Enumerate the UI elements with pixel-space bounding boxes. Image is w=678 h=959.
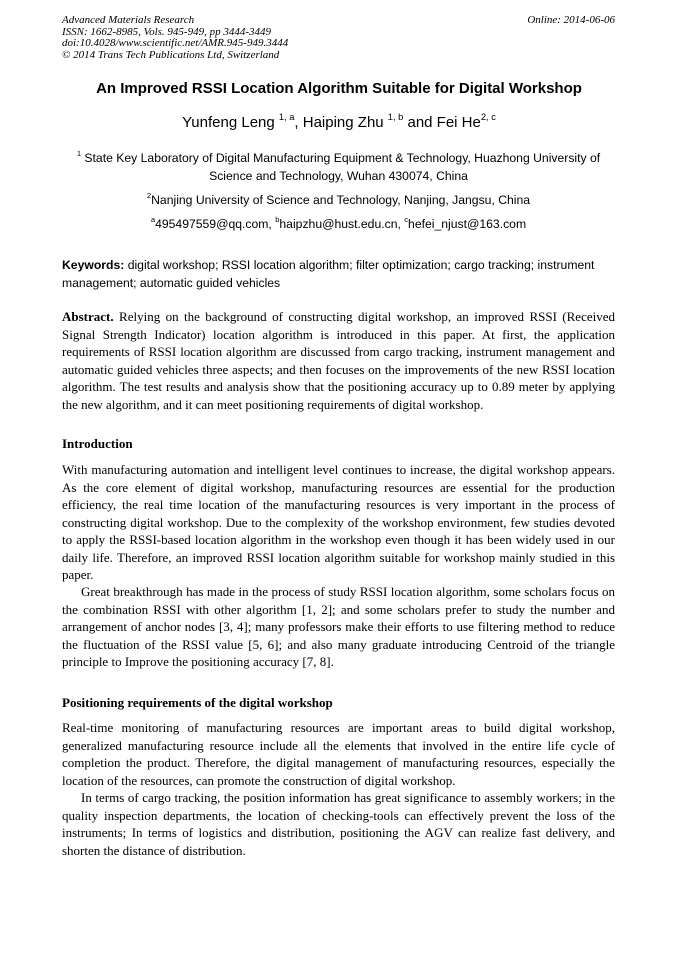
copyright-line: © 2014 Trans Tech Publications Ltd, Switzerland (62, 48, 280, 61)
online-date: Online: 2014-06-06 (527, 14, 615, 26)
email-sup: c (404, 214, 409, 224)
email-sup: b (275, 214, 280, 224)
email-text: haipzhu@hust.edu.cn, (279, 217, 405, 231)
author-sup: 2, c (480, 111, 496, 122)
abstract (62, 308, 615, 413)
abstract-label: Abstract. (62, 309, 114, 324)
email-text: hefei_njust@163.com (408, 217, 527, 231)
affiliation-sup: 2 (146, 190, 152, 200)
email-text: 495497559@qq.com, (155, 217, 276, 231)
journal-header (62, 15, 288, 61)
keywords-label: Keywords: (62, 258, 125, 272)
affiliation-sup: 1 (76, 148, 82, 158)
keywords (62, 257, 615, 292)
affiliation-text: Nanjing University of Science and Technology, Nanjing, Jangsu, China (151, 193, 531, 207)
intro-paragraph-1: With manufacturing automation and intelligent level continues to increase, the digital workshop appears. As the core element of digital workshop, manufacturing resources are essential for the production efficiency, the real time location of the manufacturing resources is very important in the process of constructing digital workshop. Due to the complexity of the workshop environment, few studies devoted to apply the RSSI-based location algorithm in the workshop even though it has been widely used in our daily life. Therefore, an improved RSSI location algorithm suitable for workshop mainly studied in this paper. (62, 462, 615, 582)
intro-paragraph-2: Great breakthrough has made in the process of study RSSI location algorithm, some scholars focus on the combination RSSI with other algorithm [1, 2]; and some scholars prefer to study the number and arrangement of anchor nodes [3, 4]; many professors make their efforts to use filtering method to reduce the fluctuation of the RSSI value [5, 6]; and also many graduate introducing Centroid of the triangle principle to Improve the positioning accuracy [7, 8]. (62, 584, 615, 669)
issn-line: ISSN: 1662-8985, Vols. 945-949, pp 3444-3449 (62, 25, 271, 38)
journal-name: Advanced Materials Research (62, 14, 195, 26)
author-sup: 1, a (278, 111, 295, 122)
positioning-paragraph-1: Real-time monitoring of manufacturing resources are important areas to build digital workshop, generalized manufacturing resource include all the elements that involved in the entire life cycle of completion the product. Therefore, the digital management of manufacturing resources, especially the location of the resources, can promote the construction of digital workshop. (62, 720, 615, 788)
author-name: , Haiping Zhu (294, 114, 388, 131)
positioning-paragraph-2: In terms of cargo tracking, the position information has great significance to assembly workers; in the quality inspection departments, the location of checking-tools can effectively prevent the loss of the instruments; In terms of logistics and distribution, positioning the AGV can realize fast delivery, and shorten the distance of distribution. (62, 790, 615, 858)
paper-title: An Improved RSSI Location Algorithm Suitable for Digital Workshop (96, 80, 582, 97)
author-name: Yunfeng Leng (182, 114, 279, 131)
author-name: and Fei He (403, 114, 481, 131)
author-list (0, 111, 678, 131)
affiliation-1 (62, 149, 615, 185)
abstract-text: Relying on the background of constructing digital workshop, an improved RSSI (Received Signal Strength Indicator) location algorithm is introduced in this paper. At first, the application requirements of RSSI location algorithm are discussed from cargo tracking, instrument management and automatic guided vehicles three aspects; and then focuses on the improvements of the new RSSI location algorithm. The test results and analysis show that the positioning accuracy up to 0.89 meter by applying the new algorithm, and it can meet positioning requirements of digital workshop. (62, 309, 615, 412)
email-line (62, 215, 615, 233)
affiliation-text: State Key Laboratory of Digital Manufacturing Equipment & Technology, Huazhong University of Science and Technology, Wuhan 430074, China (81, 151, 601, 183)
doi-line: doi:10.4028/www.scientific.net/AMR.945-949.3444 (62, 37, 289, 50)
section-heading-introduction: Introduction (62, 436, 133, 451)
section-heading-positioning: Positioning requirements of the digital workshop (62, 695, 333, 710)
author-sup: 1, b (387, 111, 404, 122)
affiliation-2 (62, 191, 615, 209)
keywords-text: digital workshop; RSSI location algorithm; filter optimization; cargo tracking; instrument management; automatic guided vehicles (62, 258, 595, 290)
email-sup: a (150, 214, 156, 224)
